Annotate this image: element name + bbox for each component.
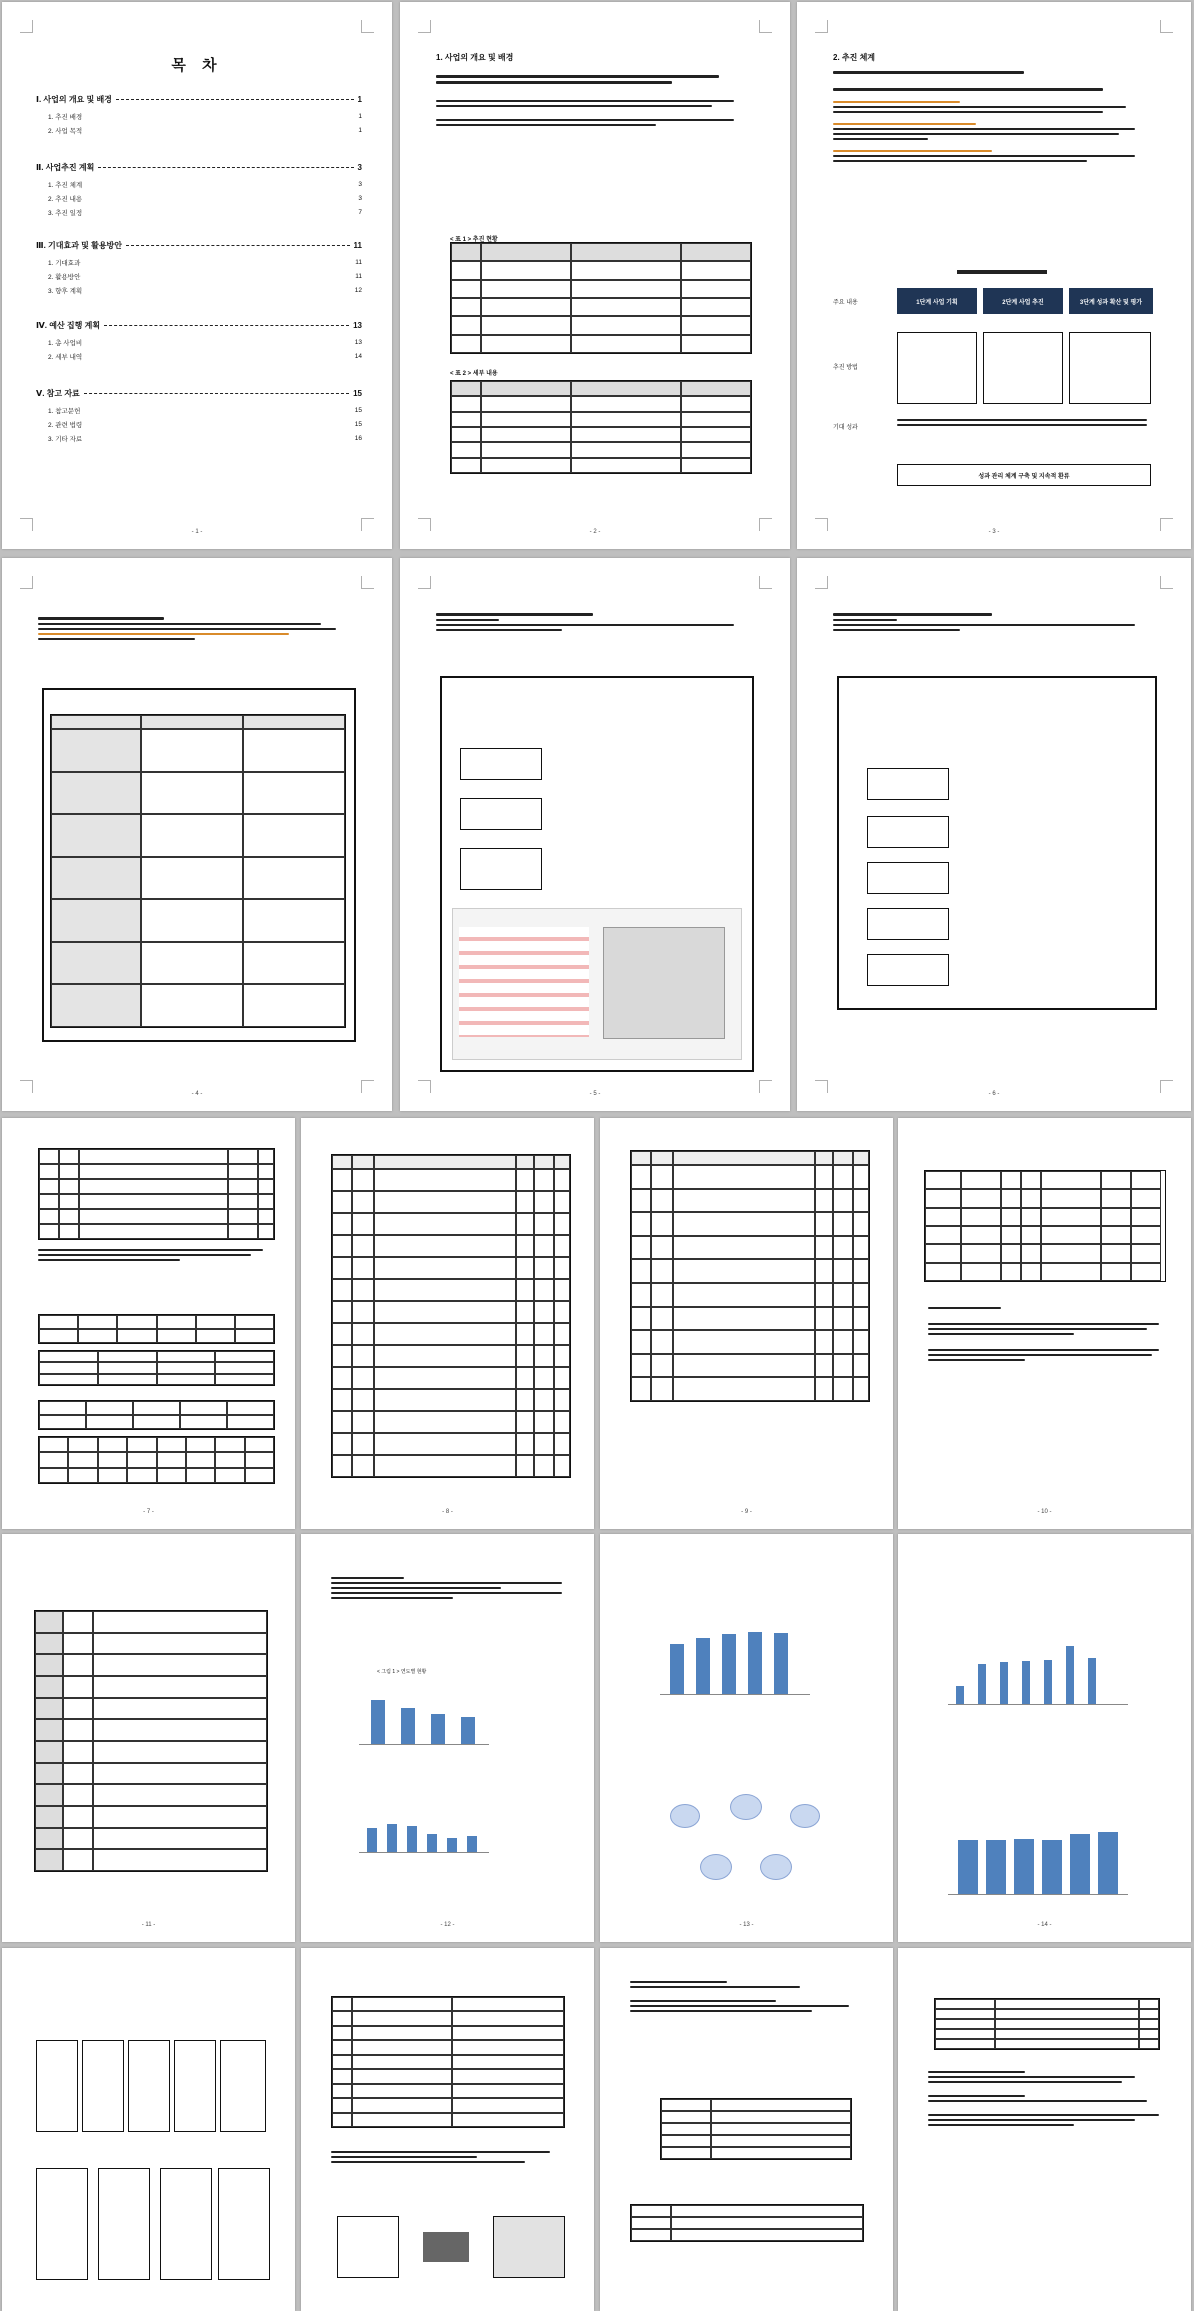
page-number: - 3 - xyxy=(988,529,1000,535)
process-step xyxy=(867,954,949,986)
data-table xyxy=(630,2204,864,2242)
body-text xyxy=(38,1246,275,1264)
crop-corner-icon xyxy=(20,20,33,33)
chart-bar xyxy=(1088,1658,1096,1704)
page-15 xyxy=(2,1948,295,2311)
body-text xyxy=(436,72,750,129)
page-number: - 13 - xyxy=(739,1922,754,1928)
page-7 xyxy=(2,1118,295,1529)
process-step xyxy=(460,848,542,890)
chart-bar xyxy=(401,1708,415,1744)
process-step xyxy=(460,748,542,780)
crop-corner-icon xyxy=(815,20,828,33)
page-6 xyxy=(797,558,1191,1111)
diagram-box xyxy=(337,2216,399,2278)
page-10 xyxy=(898,1118,1191,1529)
toc-subsection[interactable]: 2. 세부 내역 14 xyxy=(48,353,362,361)
body-text xyxy=(928,1304,1171,1364)
table-caption: < 표 1 > 추진 현황 xyxy=(450,237,498,243)
page-number: - 2 - xyxy=(589,529,601,535)
summary-table xyxy=(50,714,346,1028)
chart-bar xyxy=(1022,1661,1030,1704)
crop-corner-icon xyxy=(1160,576,1173,589)
chart-bar xyxy=(978,1664,986,1704)
data-table xyxy=(38,1314,275,1344)
chart-bar xyxy=(774,1633,788,1694)
flow-step-2: 2단계 사업 추진 xyxy=(983,288,1063,314)
chart-caption: < 그림 1 > 연도별 현황 xyxy=(377,1669,427,1675)
chart-bar xyxy=(1044,1660,1052,1704)
chart-bar xyxy=(367,1828,377,1852)
toc-section[interactable]: Ⅳ. 예산 집행 계획 13 xyxy=(36,321,362,330)
screenshot-image xyxy=(452,908,742,1060)
feedback-box: 성과 관리 체계 구축 및 지속적 환류 xyxy=(897,464,1151,486)
page-number: - 8 - xyxy=(442,1509,453,1515)
network-node xyxy=(790,1804,820,1828)
page-number: - 6 - xyxy=(988,1091,1000,1097)
org-box xyxy=(36,2168,88,2280)
diagram-title xyxy=(957,270,1047,274)
reference-table xyxy=(331,1154,571,1478)
toc-subsection[interactable]: 1. 참고문헌 15 xyxy=(48,407,362,415)
page-number: - 9 - xyxy=(741,1509,752,1515)
data-table xyxy=(934,1998,1160,2050)
chart-bar xyxy=(670,1644,684,1694)
chart-bar xyxy=(427,1834,437,1852)
flow-step-3: 3단계 성과 확산 및 평가 xyxy=(1069,288,1153,314)
data-table xyxy=(38,1350,275,1386)
diagram-box xyxy=(423,2232,469,2262)
chart-bar xyxy=(407,1826,417,1852)
page-number: - 7 - xyxy=(143,1509,154,1515)
page-3 xyxy=(797,2,1191,549)
content-box xyxy=(983,332,1063,404)
toc-section[interactable]: Ⅴ. 참고 자료 15 xyxy=(36,389,362,398)
org-box xyxy=(128,2040,170,2132)
chart-bar xyxy=(371,1700,385,1744)
page-13 xyxy=(600,1534,893,1942)
process-step xyxy=(867,768,949,800)
page-5 xyxy=(400,558,790,1111)
chart-axis xyxy=(359,1852,489,1853)
toc-section[interactable]: Ⅲ. 기대효과 및 활용방안 11 xyxy=(36,241,362,250)
toc-subsection[interactable]: 1. 기대효과 11 xyxy=(48,259,362,267)
reference-table xyxy=(630,1150,870,1402)
section-heading: 1. 사업의 개요 및 배경 xyxy=(436,53,514,62)
page-number: - 1 - xyxy=(191,529,203,535)
chart-bar xyxy=(1066,1646,1074,1704)
body-text xyxy=(331,1574,574,1602)
page-4 xyxy=(2,558,392,1111)
chart-bar xyxy=(956,1686,964,1704)
page-2 xyxy=(400,2,790,549)
data-table xyxy=(924,1170,1166,1282)
content-box xyxy=(1069,332,1151,404)
org-box xyxy=(98,2168,150,2280)
org-box xyxy=(160,2168,212,2280)
result-text xyxy=(897,416,1147,429)
toc-subsection[interactable]: 2. 사업 목적 1 xyxy=(48,127,362,135)
chart-bar xyxy=(467,1836,477,1852)
crop-corner-icon xyxy=(361,20,374,33)
chart-axis xyxy=(948,1894,1128,1895)
crop-corner-icon xyxy=(1160,20,1173,33)
org-box xyxy=(36,2040,78,2132)
chart-bar xyxy=(447,1838,457,1852)
crop-corner-icon xyxy=(759,20,772,33)
page-9 xyxy=(600,1118,893,1529)
chart-bar xyxy=(696,1638,710,1694)
data-table xyxy=(660,2098,852,2160)
chart-bar xyxy=(986,1840,1006,1894)
row-label: 추진 방법 xyxy=(833,365,858,371)
toc-subsection[interactable]: 2. 추진 내용 3 xyxy=(48,195,362,203)
toc-section[interactable]: Ⅰ. 사업의 개요 및 배경 1 xyxy=(36,95,362,104)
page-16 xyxy=(301,1948,594,2311)
chart-bar xyxy=(431,1714,445,1744)
toc-subsection[interactable]: 1. 추진 체계 3 xyxy=(48,181,362,189)
org-box xyxy=(220,2040,266,2132)
table-status xyxy=(450,242,752,354)
toc-subsection[interactable]: 3. 기타 자료 16 xyxy=(48,435,362,443)
page-number: - 14 - xyxy=(1037,1922,1052,1928)
page-number: - 4 - xyxy=(191,1091,203,1097)
page-number: - 5 - xyxy=(589,1091,601,1097)
body-text xyxy=(436,610,750,634)
network-node xyxy=(760,1854,792,1880)
content-box xyxy=(897,332,977,404)
toc-section[interactable]: Ⅱ. 사업추진 계획 3 xyxy=(36,163,362,172)
network-node xyxy=(670,1804,700,1828)
page-12 xyxy=(301,1534,594,1942)
chart-bar xyxy=(387,1824,397,1852)
chart-bar xyxy=(1070,1834,1090,1894)
data-table xyxy=(38,1400,275,1430)
page-8 xyxy=(301,1118,594,1529)
toc-subsection[interactable]: 1. 추진 배경 1 xyxy=(48,113,362,121)
process-step xyxy=(460,798,542,830)
chart-bar xyxy=(1014,1839,1034,1894)
page-number: - 10 - xyxy=(1037,1509,1052,1515)
process-step xyxy=(867,816,949,848)
org-box xyxy=(218,2168,270,2280)
page-14 xyxy=(898,1534,1191,1942)
table-caption: < 표 2 > 세부 내용 xyxy=(450,371,498,377)
chart-bar xyxy=(461,1717,475,1744)
chart-axis xyxy=(948,1704,1128,1705)
chart-bar xyxy=(1042,1840,1062,1894)
data-table xyxy=(34,1610,268,1872)
row-label: 주요 내용 xyxy=(833,300,858,306)
crop-corner-icon xyxy=(361,576,374,589)
section-heading: 2. 추진 체계 xyxy=(833,53,876,62)
chart-bar xyxy=(958,1840,978,1894)
page-number: - 12 - xyxy=(440,1922,455,1928)
diagram-box xyxy=(493,2216,565,2278)
toc-subsection[interactable]: 1. 총 사업비 13 xyxy=(48,339,362,347)
table-details xyxy=(450,380,752,474)
chart-axis xyxy=(359,1744,489,1745)
crop-corner-icon xyxy=(20,576,33,589)
crop-corner-icon xyxy=(815,576,828,589)
network-node xyxy=(730,1794,762,1820)
page-17 xyxy=(600,1948,893,2311)
body-text xyxy=(833,68,1151,165)
process-step xyxy=(867,862,949,894)
org-box xyxy=(174,2040,216,2132)
chart-axis xyxy=(660,1694,810,1695)
data-table xyxy=(38,1436,275,1484)
page-18 xyxy=(898,1948,1191,2311)
crop-corner-icon xyxy=(418,576,431,589)
toc-subsection[interactable]: 2. 관련 법령 15 xyxy=(48,421,362,429)
toc-subsection[interactable]: 3. 향후 계획 12 xyxy=(48,287,362,295)
body-text xyxy=(331,2148,574,2166)
toc-subsection[interactable]: 3. 추진 일정 7 xyxy=(48,209,362,217)
data-table xyxy=(38,1148,275,1240)
body-text xyxy=(38,614,352,643)
network-node xyxy=(700,1854,732,1880)
process-step xyxy=(867,908,949,940)
chart-bar xyxy=(1098,1832,1118,1894)
toc-subsection[interactable]: 2. 활용방안 11 xyxy=(48,273,362,281)
crop-corner-icon xyxy=(759,576,772,589)
body-text xyxy=(928,2068,1171,2129)
toc-title: 목 차 xyxy=(171,57,223,74)
org-box xyxy=(82,2040,124,2132)
flow-step-1: 1단계 사업 기획 xyxy=(897,288,977,314)
page-number: - 11 - xyxy=(141,1922,156,1928)
body-text xyxy=(630,1978,873,2015)
page-1-toc xyxy=(2,2,392,549)
chart-bar xyxy=(748,1632,762,1694)
row-label: 기대 성과 xyxy=(833,425,858,431)
body-text xyxy=(833,610,1151,634)
chart-bar xyxy=(722,1634,736,1694)
chart-bar xyxy=(1000,1662,1008,1704)
data-table xyxy=(331,1996,565,2128)
page-11 xyxy=(2,1534,295,1942)
crop-corner-icon xyxy=(418,20,431,33)
